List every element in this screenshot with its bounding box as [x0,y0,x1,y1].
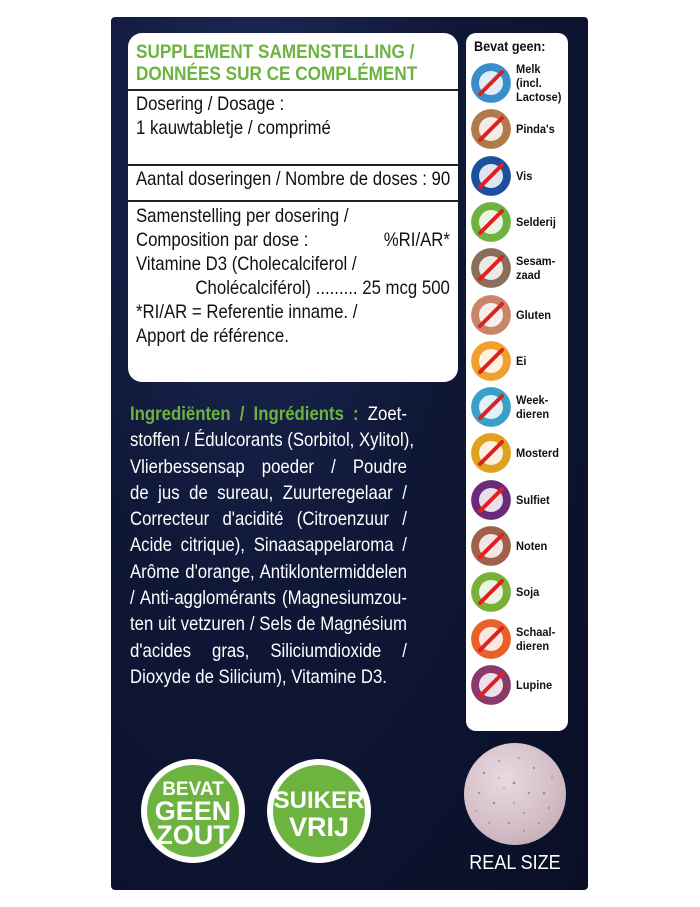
allergen-item [471,619,567,659]
sugar-free-line2: VRIJ [288,812,350,842]
ingredients-line: Dioxyde de Silicium), Vitamine D3. [130,665,387,688]
allergen-item [471,480,567,520]
nuts-icon [471,526,511,566]
divider [128,200,458,202]
doses-count: Aantal doseringen / Nombre de doses : 90 [136,168,451,190]
footnote-line2: Apport de référence. [136,325,289,347]
allergen-label: Sulfiet [516,492,550,507]
composition-line1: Samenstelling per dosering / [136,205,349,227]
sugar-free-badge [265,757,373,865]
sugar-free-line1: SUIKER [273,787,365,814]
allergen-label: Mosterd [516,446,559,461]
fish-icon [471,156,511,196]
no-salt-line2: GEEN [154,796,232,826]
allergen-label: Schaal- dieren [516,624,556,653]
ingredients-line: / Anti-agglomérants (Magnesiumzou- [130,587,407,610]
sulphite-icon [471,480,511,520]
allergen-item [471,156,567,196]
soy-icon [471,572,511,612]
ingredients-line: ten uit vetzuren / Sels de Magnésium [130,613,407,636]
allergen-item [471,341,567,381]
ingredients-line [130,401,407,427]
allergen-label: Soja [516,585,540,600]
allergen-label: Sesam- zaad [516,254,556,283]
ingredients-line: Vlierbessensap poeder / Poudre [130,455,407,478]
allergen-item [471,63,567,103]
mustard-icon [471,433,511,473]
mollusc-icon [471,387,511,427]
allergen-label: Week- dieren [516,393,550,422]
tablet-speckle-texture [464,743,566,845]
allergen-label: Noten [516,539,548,553]
sesame-icon [471,248,511,288]
ingredients-line: de jus de sureau, Zuurteregelaar / [130,481,407,504]
wheat-icon [471,295,511,335]
allergen-item [471,295,567,335]
dosage-value: 1 kauwtabletje / comprimé [136,117,331,139]
lupin-icon [471,665,511,705]
allergen-title: Bevat geen: [474,38,546,54]
allergen-label: Lupine [516,677,553,692]
allergen-item [471,433,567,473]
peanut-icon [471,109,511,149]
ingredients-line: d'acides gras, Siliciumdioxide / [130,639,407,662]
ri-header: %RI/AR* [383,229,450,251]
allergen-item [471,572,567,612]
supplement-title-line1: SUPPLEMENT SAMENSTELLING / [136,41,415,63]
allergen-item [471,387,567,427]
crustacean-icon [471,619,511,659]
allergen-label: Melk (incl. Lactose) [516,62,562,104]
egg-icon [471,341,511,381]
divider [128,89,458,91]
supplement-facts-box [128,33,458,382]
allergen-label: Ei [516,353,527,368]
ingredients-line: Arôme d'orange, Antiklontermiddelen [130,560,407,583]
ingredients-block [130,401,452,690]
real-size-caption: REAL SIZE [469,852,561,874]
allergen-label: Vis [516,168,533,183]
milk-icon [471,63,511,103]
footnote-line1: *RI/AR = Referentie inname. / [136,301,358,323]
ingredients-line: Acide citrique), Sinaasappelaroma / [130,534,407,557]
allergen-label: Gluten [516,307,551,322]
allergen-item [471,248,567,288]
ingredients-line: stoffen / Édulcorants (Sorbitol, Xylitol), [130,429,414,452]
supplement-title-line2: DONNÉES SUR CE COMPLÉMENT [136,63,418,85]
supplement-title [136,41,418,85]
vitamin-line1: Vitamine D3 (Cholecalciferol / [136,253,357,275]
allergen-label: Pinda's [516,122,555,137]
allergen-item [471,202,567,242]
ingredients-line: Correcteur d'acidité (Citroenzuur / [130,508,407,531]
allergen-item [471,109,567,149]
no-salt-line3: ZOUT [156,820,230,850]
ingredients-text: Zoet- [367,403,407,425]
vitamin-line2: Cholécalciférol) ......... 25 mcg 500 [195,277,450,299]
dosage-label: Dosering / Dosage : [136,93,285,115]
celery-icon [471,202,511,242]
tablet-image [464,743,566,845]
allergen-label: Selderij [516,214,556,229]
no-salt-badge [139,757,247,865]
divider [128,164,458,166]
no-salt-line1: BEVAT [162,779,224,800]
allergen-panel [466,33,568,731]
composition-line2: Composition par dose : [136,229,309,251]
allergen-item [471,526,567,566]
ingredients-heading: Ingrediënten / Ingrédients : [130,403,359,425]
allergen-item [471,665,567,705]
